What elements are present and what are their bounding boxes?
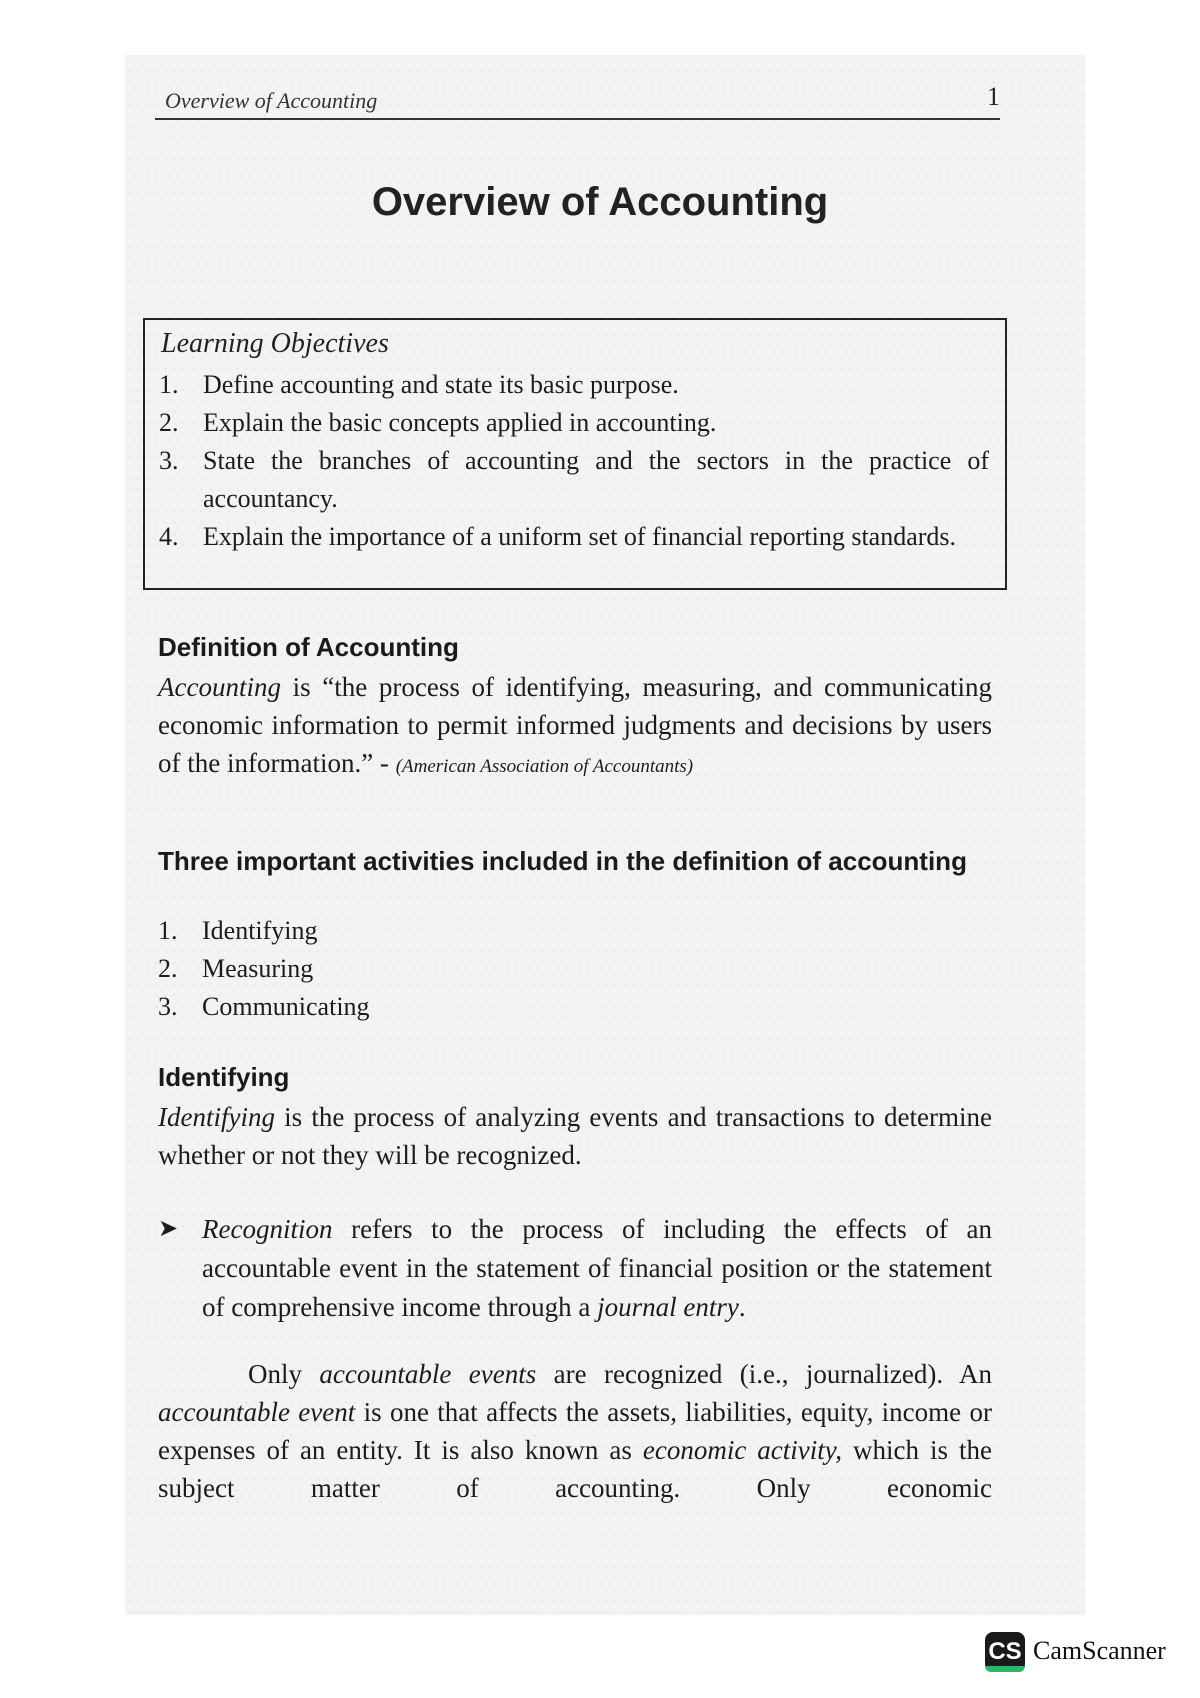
objective-item: 4. Explain the importance of a uniform set of financial reporting standards. — [159, 522, 957, 551]
chapter-title: Overview of Accounting — [371, 180, 829, 224]
objective-item: 2. Explain the basic concepts applied in accounting. — [159, 408, 717, 437]
camscanner-logo: CS — [985, 1632, 1025, 1672]
identifying-paragraph: Identifying is the process of analyzing events and transactions to determine whether or not they will be recognized. — [158, 1102, 992, 1170]
activity-item: 2. Measuring — [158, 954, 314, 983]
running-head — [155, 78, 1000, 120]
definition-heading: Definition of Accounting — [158, 632, 459, 662]
definition-paragraph: Accounting is “the process of identifying, measuring, and communicating economic information to permit informed judgments and decisions by users of the information.” - (American Association of Accountants) — [158, 672, 992, 778]
activities-list — [158, 912, 658, 1026]
activity-item: 3. Communicating — [158, 992, 370, 1021]
objective-item: 1. Define accounting and state its basic purpose. — [159, 370, 679, 399]
activity-item: 1. Identifying — [158, 916, 318, 945]
recognition-bullet — [158, 1210, 992, 1327]
objective-item: 3. State the branches of accounting and the sectors in the practice of accountancy. — [159, 446, 989, 513]
recognition-text: Recognition refers to the process of including the effects of an accountable event in the statement of financial position or the statement of comprehensive income through a journal entry. — [202, 1214, 992, 1322]
term-journal-entry: journal entry — [597, 1292, 739, 1322]
term-identifying: Identifying — [158, 1102, 275, 1132]
learning-objectives-box — [143, 318, 1007, 590]
identifying-heading: Identifying — [158, 1062, 290, 1092]
learning-objectives-heading: Learning Objectives — [161, 328, 389, 359]
term-accounting: Accounting — [158, 672, 281, 702]
page-number: 1 — [987, 82, 1000, 111]
learning-objectives-list — [159, 366, 989, 556]
accountable-events-paragraph: Only accountable events are recognized (i.e., journalized). An accountable event is one that affects the assets, liabilities, equity, income or expenses of an entity. It is also known as economic activity, which is the subject matter of accounting. Only economic — [158, 1359, 993, 1503]
camscanner-watermark: CamScanner — [1033, 1636, 1166, 1665]
term-recognition: Recognition — [202, 1214, 333, 1244]
arrow-bullet-icon: ➤ — [158, 1216, 179, 1242]
activities-heading: Three important activities included in the definition of accounting — [158, 846, 967, 876]
running-head-title: Overview of Accounting — [165, 88, 378, 113]
citation: (American Association of Accountants) — [395, 756, 694, 777]
